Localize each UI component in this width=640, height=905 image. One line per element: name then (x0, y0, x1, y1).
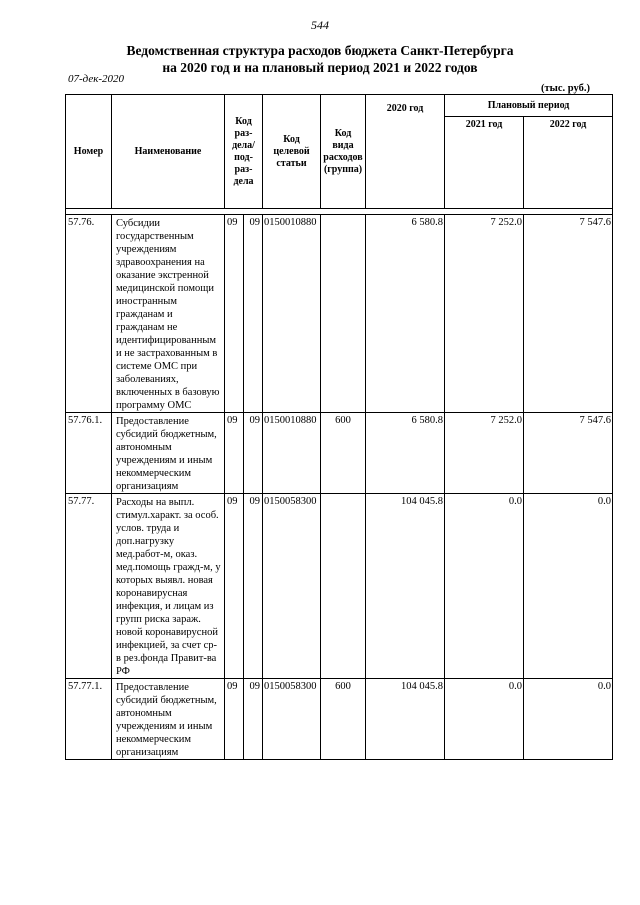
row-2021: 7 252.0 (445, 413, 524, 494)
table-row (66, 679, 613, 760)
table-row (66, 413, 613, 494)
row-vr: 600 (321, 679, 366, 760)
row-number: 57.77. (66, 494, 112, 679)
row-2020: 6 580.8 (366, 215, 445, 413)
header-2021: 2021 год (445, 117, 524, 209)
row-vr: 600 (321, 413, 366, 494)
row-podrazdel: 09 (244, 679, 263, 760)
row-2020: 104 045.8 (366, 679, 445, 760)
row-2021: 0.0 (445, 494, 524, 679)
row-name: Предоставление субсидий бюджетным, автономным учреждениям и иным некоммерческим организациям (112, 679, 225, 760)
row-csr: 0150058300 (263, 679, 321, 760)
row-podrazdel: 09 (244, 215, 263, 413)
header-name: Наименование (112, 95, 225, 209)
row-csr: 0150058300 (263, 494, 321, 679)
row-2022: 7 547.6 (524, 215, 613, 413)
row-name: Субсидии государственным учреждениям здравоохранения на оказание экстренной медицинской помощи иностранным гражданам и гражданам не идентифицированным и не застрахованным в системе ОМС при заболеваниях, включенных в базовую программу ОМС (112, 215, 225, 413)
row-2020: 6 580.8 (366, 413, 445, 494)
row-csr: 0150010880 (263, 215, 321, 413)
row-2022: 0.0 (524, 494, 613, 679)
row-2021: 0.0 (445, 679, 524, 760)
budget-table (65, 94, 613, 760)
header-vr: Код вида расходов (группа) (321, 95, 366, 209)
row-number: 57.77.1. (66, 679, 112, 760)
page-number: 544 (311, 18, 329, 32)
table-row (66, 494, 613, 679)
row-2022: 7 547.6 (524, 413, 613, 494)
title-line-2: на 2020 год и на плановый период 2021 и 2022 годов (162, 60, 478, 75)
row-razdel: 09 (225, 413, 244, 494)
header-2020: 2020 год (366, 95, 445, 209)
row-2021: 7 252.0 (445, 215, 524, 413)
header-2022: 2022 год (524, 117, 613, 209)
header-csr: Код целевой статьи (263, 95, 321, 209)
units-label: (тыс. руб.) (541, 83, 590, 94)
table-row (66, 215, 613, 413)
document-title (0, 42, 640, 76)
row-vr (321, 215, 366, 413)
row-razdel: 09 (225, 494, 244, 679)
header-plan-period: Плановый период (445, 95, 613, 117)
header-razdel: Код раз- дела/ под- раз- дела (225, 95, 263, 209)
row-2020: 104 045.8 (366, 494, 445, 679)
row-vr (321, 494, 366, 679)
title-line-1: Ведомственная структура расходов бюджета Санкт-Петербурга (126, 43, 514, 58)
row-podrazdel: 09 (244, 494, 263, 679)
document-date: 07-дек-2020 (68, 73, 125, 85)
row-2022: 0.0 (524, 679, 613, 760)
header-number: Номер (66, 95, 112, 209)
row-razdel: 09 (225, 679, 244, 760)
row-razdel: 09 (225, 215, 244, 413)
row-name: Расходы на выпл. стимул.характ. за особ. услов. труда и доп.нагрузку мед.работ-м, оказ. мед.помощь гражд-м, у которых выявл. новая коронавирусная инфекция, и лицам из групп риска зараж. новой коронавирусной инфекцией, за счет ср-в рез.фонда Правит-ва РФ (112, 494, 225, 679)
row-name: Предоставление субсидий бюджетным, автономным учреждениям и иным некоммерческим организациям (112, 413, 225, 494)
row-podrazdel: 09 (244, 413, 263, 494)
row-number: 57.76. (66, 215, 112, 413)
row-csr: 0150010880 (263, 413, 321, 494)
row-number: 57.76.1. (66, 413, 112, 494)
